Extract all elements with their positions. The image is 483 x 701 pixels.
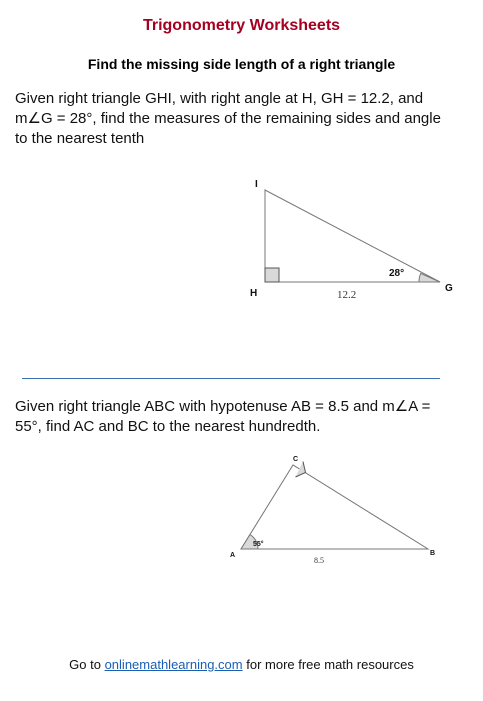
footer: [0, 657, 483, 672]
angle-marker-g: [419, 273, 440, 282]
angle-label-g: 28°: [389, 268, 405, 279]
footer-suffix: for more free math resources: [242, 657, 414, 672]
vertex-label-i: I: [255, 179, 258, 190]
right-angle-marker-c: [296, 462, 306, 478]
triangle-ghi: [265, 190, 440, 282]
angle-label-a: 55°: [253, 541, 264, 548]
side-label-gh: 12.2: [337, 289, 357, 301]
section-divider: [22, 378, 440, 379]
page-title: Trigonometry Worksheets: [142, 17, 341, 34]
worksheet-subtitle: Find the missing side length of a right triangle: [87, 56, 396, 72]
vertex-label-c: C: [293, 456, 299, 463]
triangle-abc: [241, 465, 428, 549]
problem-2-text: Given right triangle ABC with hypotenuse AB = 8.5 and m∠A = 55°, find AC and BC to the nearest hundredth.: [15, 398, 431, 435]
vertex-label-g: G: [445, 283, 453, 294]
right-angle-marker-h: [265, 268, 279, 282]
footer-prefix: Go to: [69, 657, 105, 672]
vertex-label-h: H: [250, 288, 258, 299]
vertex-label-a: A: [230, 552, 236, 559]
side-label-ab: 8.5: [314, 556, 324, 565]
footer-link[interactable]: onlinemathlearning.com: [104, 657, 243, 672]
vertex-label-b: B: [430, 550, 436, 557]
problem-1-text: Given right triangle GHI, with right angle at H, GH = 12.2, and m∠G = 28°, find the measures of the remaining sides and angle to the nearest tenth: [15, 90, 441, 147]
